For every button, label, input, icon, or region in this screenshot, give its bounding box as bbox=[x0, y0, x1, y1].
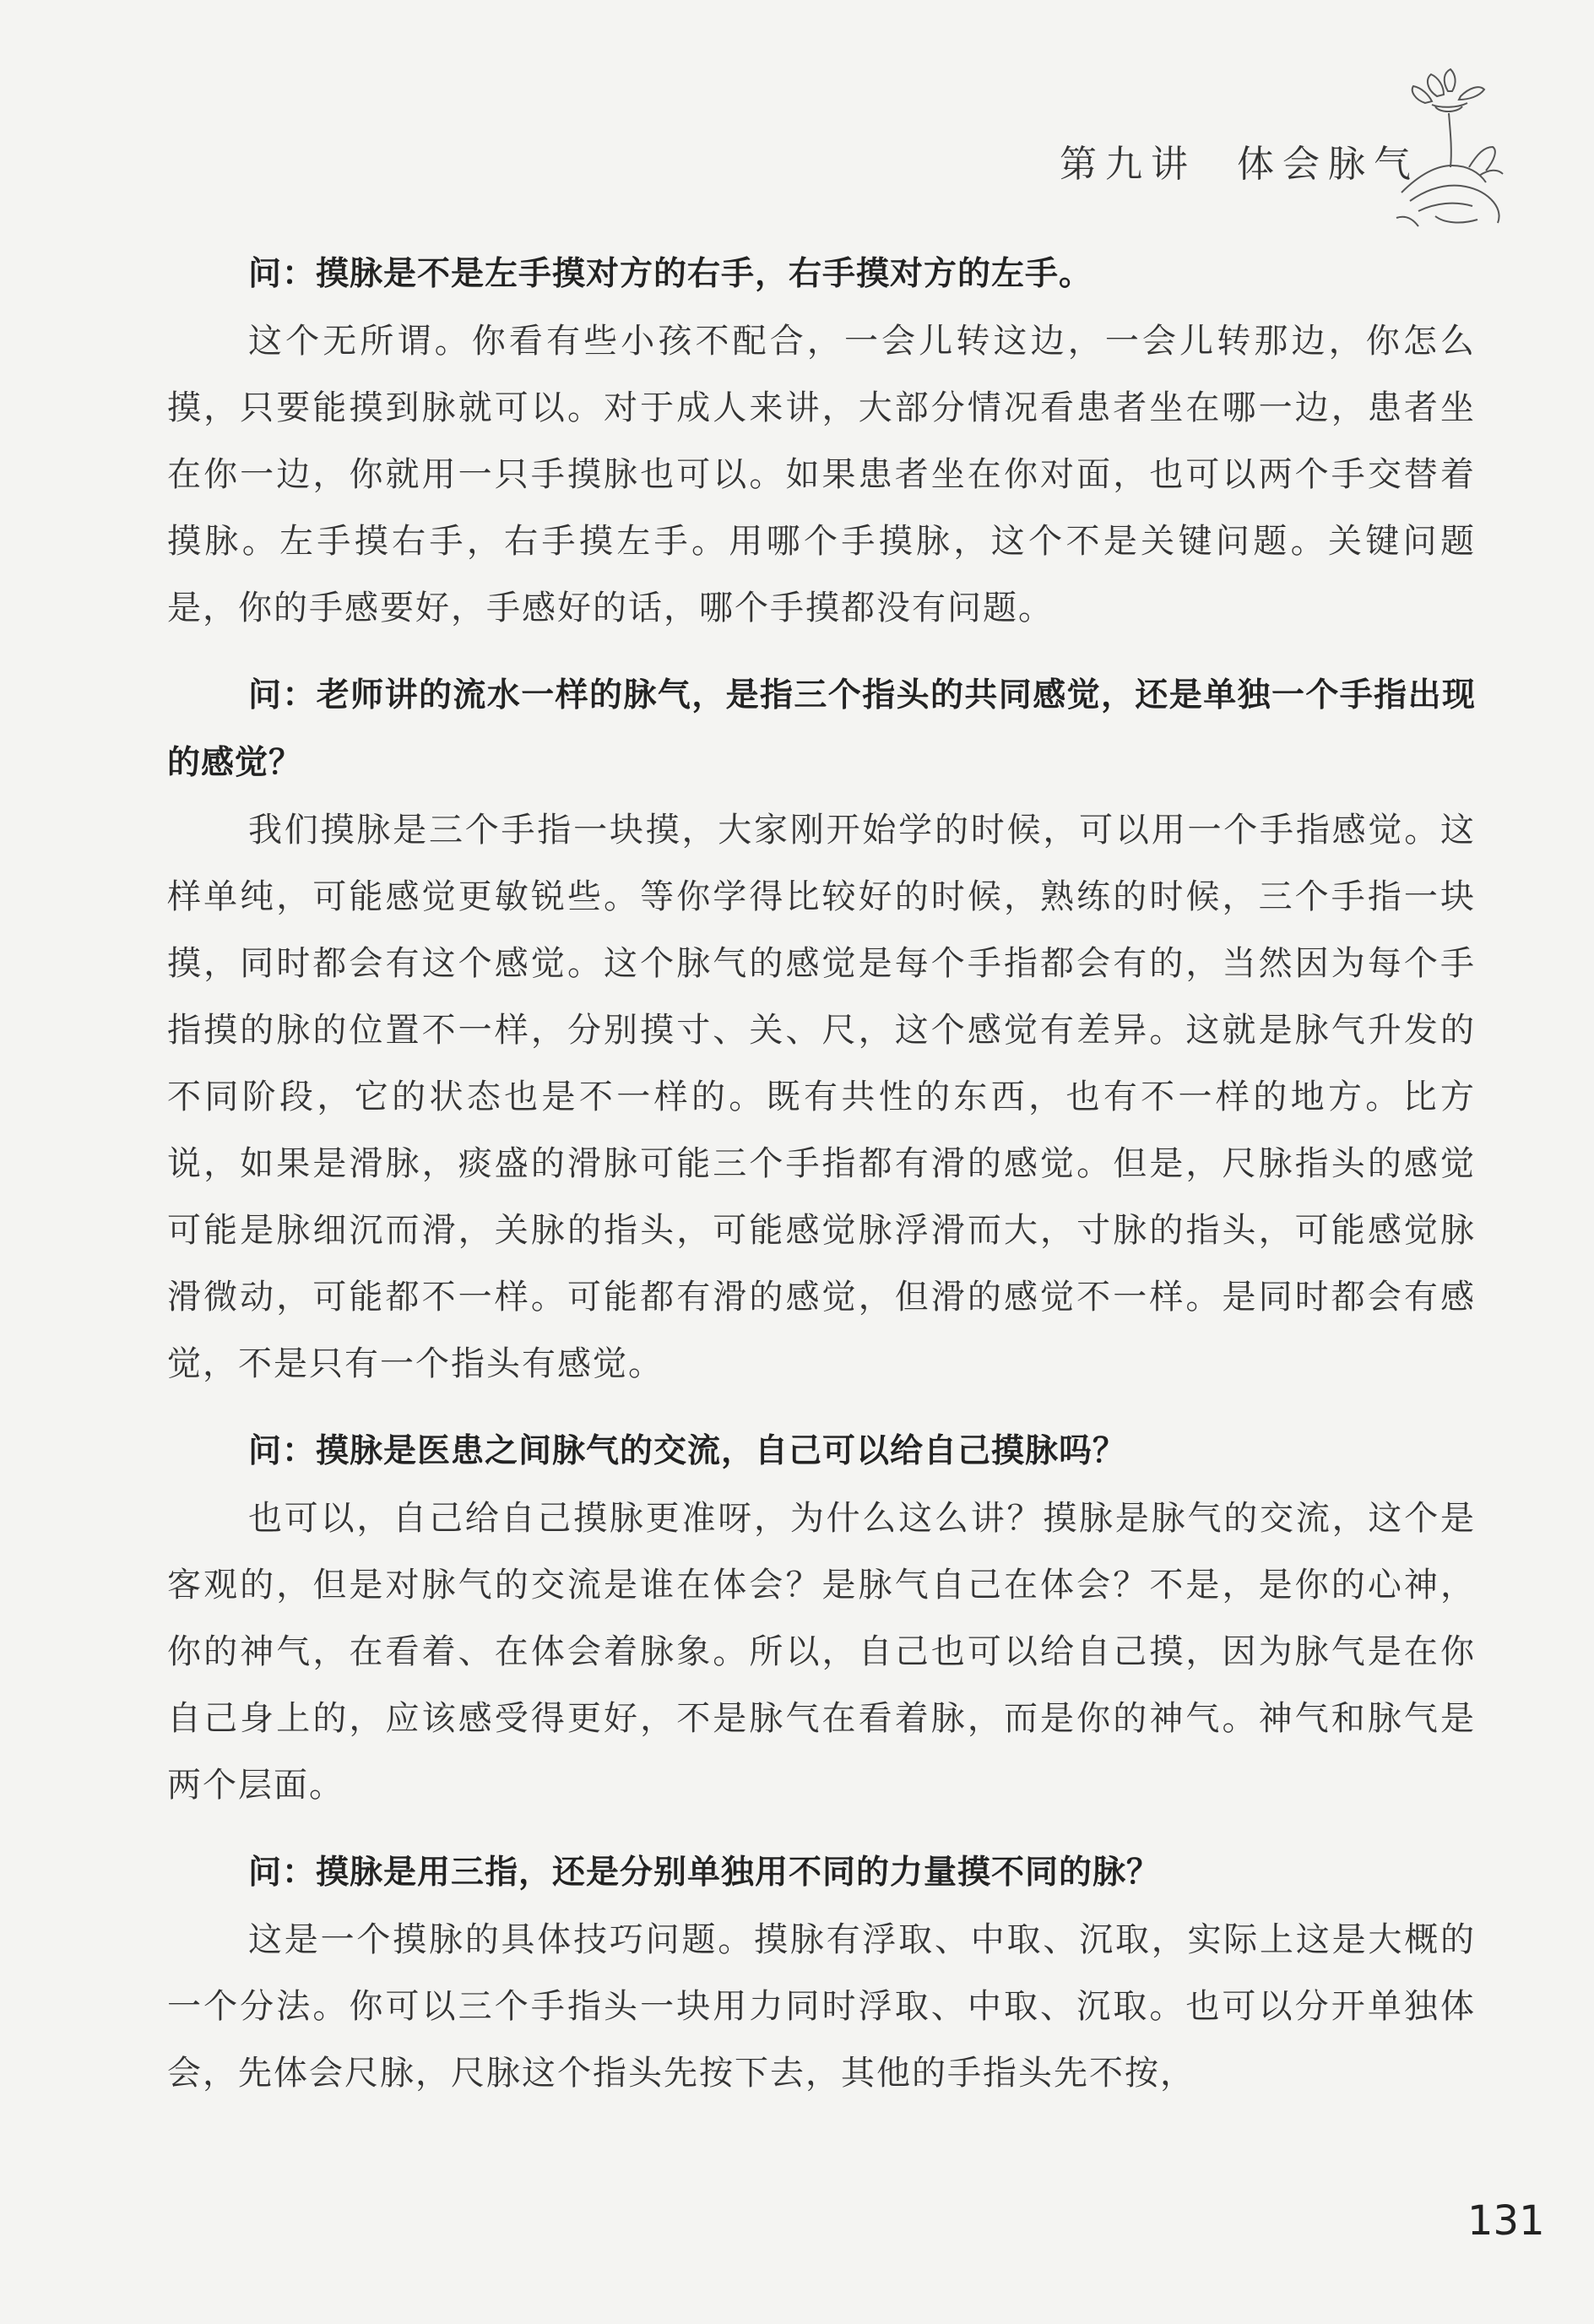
question-1: 问：摸脉是不是左手摸对方的右手，右手摸对方的左手。 bbox=[248, 255, 1093, 293]
answer-4: 这是一个摸脉的具体技巧问题。摸脉有浮取、中取、沉取，实际上这是大概的一个分法。你可以三个手指头一块用力同时浮取、中取、沉取。也可以分开单独体会，先体会尺脉，尺脉这个指头先按下去，其他的手指头先不按， bbox=[167, 1920, 1476, 2093]
qa-block-3 bbox=[167, 1418, 1476, 1819]
question-3: 问：摸脉是医患之间脉气的交流，自己可以给自己摸脉吗？ bbox=[248, 1432, 1127, 1470]
question-2: 问：老师讲的流水一样的脉气，是指三个指头的共同感觉，还是单独一个手指出现的感觉？ bbox=[167, 676, 1476, 782]
answer-2: 我们摸脉是三个手指一块摸，大家刚开始学的时候，可以用一个手指感觉。这样单纯，可能感觉更敏锐些。等你学得比较好的时候，熟练的时候，三个手指一块摸，同时都会有这个感觉。这个脉气的感觉是每个手指都会有的，当然因为每个手指摸的脉的位置不一样，分别摸寸、关、尺，这个感觉有差异。这就是脉气升发的不同阶段，它的状态也是不一样的。既有共性的东西，也有不一样的地方。比方说，如果是滑脉，痰盛的滑脉可能三个手指都有滑的感觉。但是，尺脉指头的感觉可能是脉细沉而滑，关脉的指头，可能感觉脉浮滑而大，寸脉的指头，可能感觉脉滑微动，可能都不一样。可能都有滑的感觉，但滑的感觉不一样。是同时都会有感觉，不是只有一个指头有感觉。 bbox=[167, 811, 1476, 1383]
lotus-hand-icon bbox=[1385, 66, 1511, 235]
answer-1: 这个无所谓。你看有些小孩不配合，一会儿转这边，一会儿转那边，你怎么摸，只要能摸到脉就可以。对于成人来讲，大部分情况看患者坐在哪一边，患者坐在你一边，你就用一只手摸脉也可以。如果患者坐在你对面，也可以两个手交替着摸脉。左手摸右手，右手摸左手。用哪个手摸脉，这个不是关键问题。关键问题是，你的手感要好，手感好的话，哪个手摸都没有问题。 bbox=[167, 322, 1476, 627]
page-number: 131 bbox=[1467, 2197, 1545, 2245]
page-body bbox=[167, 241, 1476, 2127]
qa-block-1 bbox=[167, 241, 1476, 642]
qa-block-4 bbox=[167, 1839, 1476, 2107]
chapter-label: 第九讲 bbox=[1060, 143, 1196, 186]
running-head bbox=[1060, 133, 1419, 187]
qa-block-2 bbox=[167, 662, 1476, 1398]
chapter-title: 体会脉气 bbox=[1237, 143, 1419, 186]
question-4: 问：摸脉是用三指，还是分别单独用不同的力量摸不同的脉？ bbox=[248, 1854, 1161, 1892]
answer-3: 也可以，自己给自己摸脉更准呀，为什么这么讲？摸脉是脉气的交流，这个是客观的，但是对脉气的交流是谁在体会？是脉气自己在体会？不是，是你的心神，你的神气，在看着、在体会着脉象。所以，自己也可以给自己摸，因为脉气是在你自己身上的，应该感受得更好，不是脉气在看着脉，而是你的神气。神气和脉气是两个层面。 bbox=[167, 1499, 1476, 1805]
